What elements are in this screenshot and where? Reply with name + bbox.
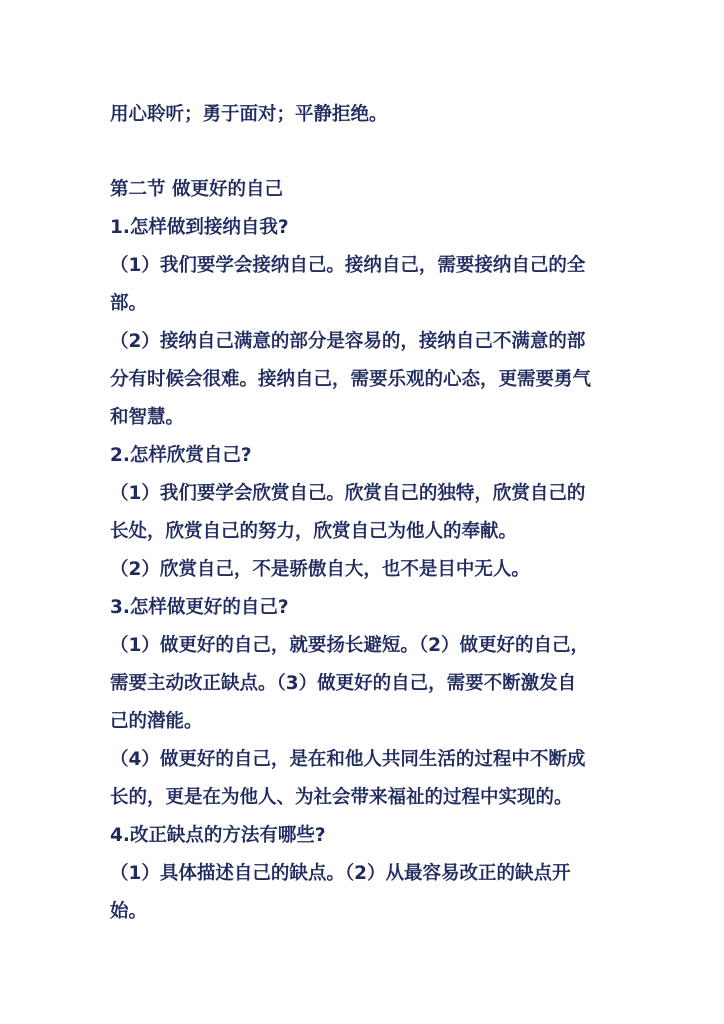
text-line: （2）欣赏自己，不是骄傲自大，也不是目中无人。 [110, 559, 530, 580]
question-heading-2: 2.怎样欣赏自己? [110, 445, 252, 466]
text-line: 长的，更是在为他人、为社会带来福祉的过程中实现的。 [110, 787, 573, 808]
text-line: 分有时候会很难。接纳自己，需要乐观的心态，更需要勇气 [110, 369, 592, 390]
text-line: （2）接纳自己满意的部分是容易的，接纳自己不满意的部 [110, 331, 586, 352]
question-heading-1: 1.怎样做到接纳自我? [110, 217, 289, 238]
text-line: 和智慧。 [110, 407, 185, 428]
text-line: 始。 [110, 901, 148, 922]
text-line: 需要主动改正缺点。（3）做更好的自己，需要不断激发自 [110, 673, 577, 694]
text-line: 己的潜能。 [110, 711, 203, 732]
section-heading: 第二节 做更好的自己 [110, 179, 283, 200]
text-line: （1）我们要学会接纳自己。接纳自己，需要接纳自己的全 [110, 255, 586, 276]
text-line: （1）我们要学会欣赏自己。欣赏自己的独特，欣赏自己的 [110, 483, 586, 504]
text-line: （1）具体描述自己的缺点。（2）从最容易改正的缺点开 [110, 863, 571, 884]
text-line-intro: 用心聆听；勇于面对；平静拒绝。 [110, 104, 388, 125]
text-line: 长处，欣赏自己的努力，欣赏自己为他人的奉献。 [110, 521, 518, 542]
question-heading-3: 3.怎样做更好的自己? [110, 597, 289, 618]
question-heading-4: 4.改正缺点的方法有哪些? [110, 825, 326, 846]
text-line: （1）做更好的自己，就要扬长避短。（2）做更好的自己， [110, 635, 589, 656]
text-line: 部。 [110, 293, 148, 314]
text-line: （4）做更好的自己，是在和他人共同生活的过程中不断成 [110, 749, 586, 770]
